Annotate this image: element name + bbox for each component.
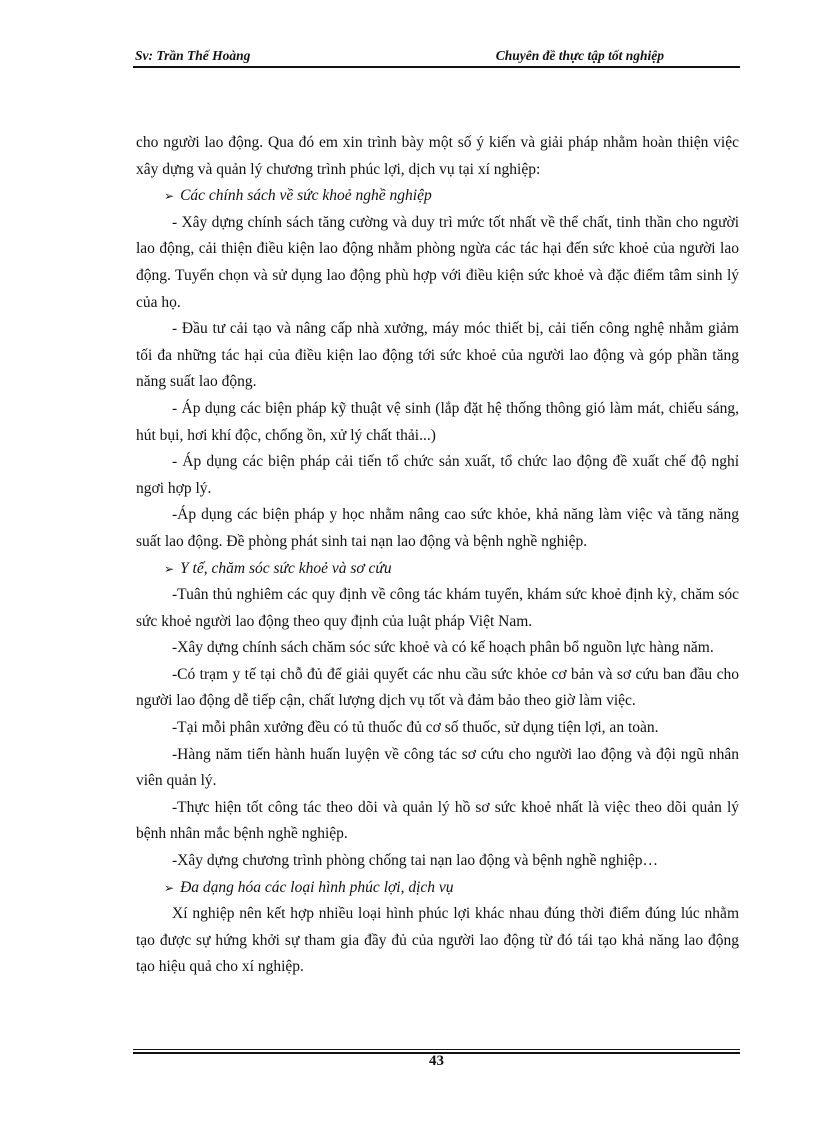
- paragraph: -Áp dụng các biện pháp y học nhằm nâng cao sức khỏe, khả năng làm việc và tăng năng suất lao động. Đề phòng phát sinh tai nạn lao động và bệnh nghề nghiệp.: [136, 506, 739, 550]
- paragraph: -Có trạm y tế tại chỗ đủ để giải quyết các nhu cầu sức khỏe cơ bản và sơ cứu ban đầu cho người lao động dễ tiếp cận, chất lượng dịch vụ tốt và đảm bảo theo giờ làm việc.: [136, 665, 739, 710]
- paragraph: -Thực hiện tốt công tác theo dõi và quản lý hồ sơ sức khoẻ nhất là việc theo dõi quản lý bệnh nhân mắc bệnh nghề nghiệp.: [136, 798, 739, 843]
- page-header: [133, 46, 740, 68]
- paragraph: - Xây dựng chính sách tăng cường và duy trì mức tốt nhất về thể chất, tinh thần cho người lao động, cải thiện điều kiện lao động nhằm phòng ngừa các tác hại đến sức khoẻ của người lao động. Tuyển chọn và sử dụng lao động phù hợp với điều kiện sức khoẻ và đặc điểm tâm sinh lý của họ.: [136, 213, 739, 311]
- paragraph: cho người lao động. Qua đó em xin trình bày một số ý kiến và giải pháp nhằm hoàn thiện việc xây dựng và quản lý chương trình phúc lợi, dịch vụ tại xí nghiệp:: [136, 134, 739, 178]
- paragraph: -Tuân thủ nghiêm các quy định về công tác khám tuyển, khám sức khoẻ định kỳ, chăm sóc sức khoẻ người lao động theo quy định của luật pháp Việt Nam.: [136, 586, 739, 630]
- paragraph: -Hàng năm tiến hành huấn luyện về công tác sơ cứu cho người lao động và đội ngũ nhân viên quản lý.: [136, 745, 739, 790]
- section-heading-diversify-benefits: [136, 875, 739, 902]
- arrow-bullet-icon: ➢: [164, 189, 175, 204]
- paragraph: Xí nghiệp nên kết hợp nhiều loại hình phúc lợi khác nhau đúng thời điểm đúng lúc nhằm tạo được sự hứng khởi sự tham gia đầy đủ của người lao động từ đó tái tạo khả năng lao động tạo hiệu quả cho xí nghiệp.: [136, 905, 739, 976]
- paragraph: - Đầu tư cải tạo và nâng cấp nhà xưởng, máy móc thiết bị, cải tiến công nghệ nhằm giảm tối đa những tác hại của điều kiện lao động tới sức khoẻ của người lao động và góp phần tăng năng suất lao động.: [136, 320, 739, 391]
- arrow-bullet-icon: ➢: [164, 561, 175, 576]
- section-heading-text: Các chính sách về sức khoẻ nghề nghiệp: [180, 187, 432, 205]
- paragraph: -Xây dựng chính sách chăm sóc sức khoẻ và có kế hoạch phân bổ nguồn lực hàng năm.: [172, 639, 714, 657]
- paragraph: - Áp dụng các biện pháp kỹ thuật vệ sinh (lắp đặt hệ thống thông gió làm mát, chiếu sáng, hút bụi, hơi khí độc, chống ồn, xử lý chất thải...): [136, 399, 739, 444]
- paragraph: -Xây dựng chương trình phòng chống tai nạn lao động và bệnh nghề nghiệp…: [172, 852, 659, 870]
- paragraph: - Áp dụng các biện pháp cải tiến tổ chức sản xuất, tổ chức lao động đề xuất chế độ nghỉ ngơi hợp lý.: [136, 453, 739, 497]
- header-title: Chuyên đề thực tập tốt nghiệp: [495, 48, 664, 63]
- section-heading-text: Đa dạng hóa các loại hình phúc lợi, dịch vụ: [180, 878, 454, 896]
- footer-rule-thin: [133, 1049, 740, 1050]
- document-body: [136, 130, 739, 981]
- section-heading-medical-care: [136, 556, 739, 583]
- section-heading-text: Y tế, chăm sóc sức khoẻ và sơ cứu: [180, 559, 392, 577]
- paragraph: -Tại mỗi phân xưởng đều có tủ thuốc đủ cơ số thuốc, sử dụng tiện lợi, an toàn.: [172, 719, 659, 737]
- header-author: Sv: Trần Thế Hoàng: [135, 48, 251, 63]
- section-heading-occupational-health: [136, 183, 739, 210]
- page-number: 43: [429, 1053, 444, 1069]
- header-rule: [133, 66, 740, 68]
- arrow-bullet-icon: ➢: [164, 880, 175, 895]
